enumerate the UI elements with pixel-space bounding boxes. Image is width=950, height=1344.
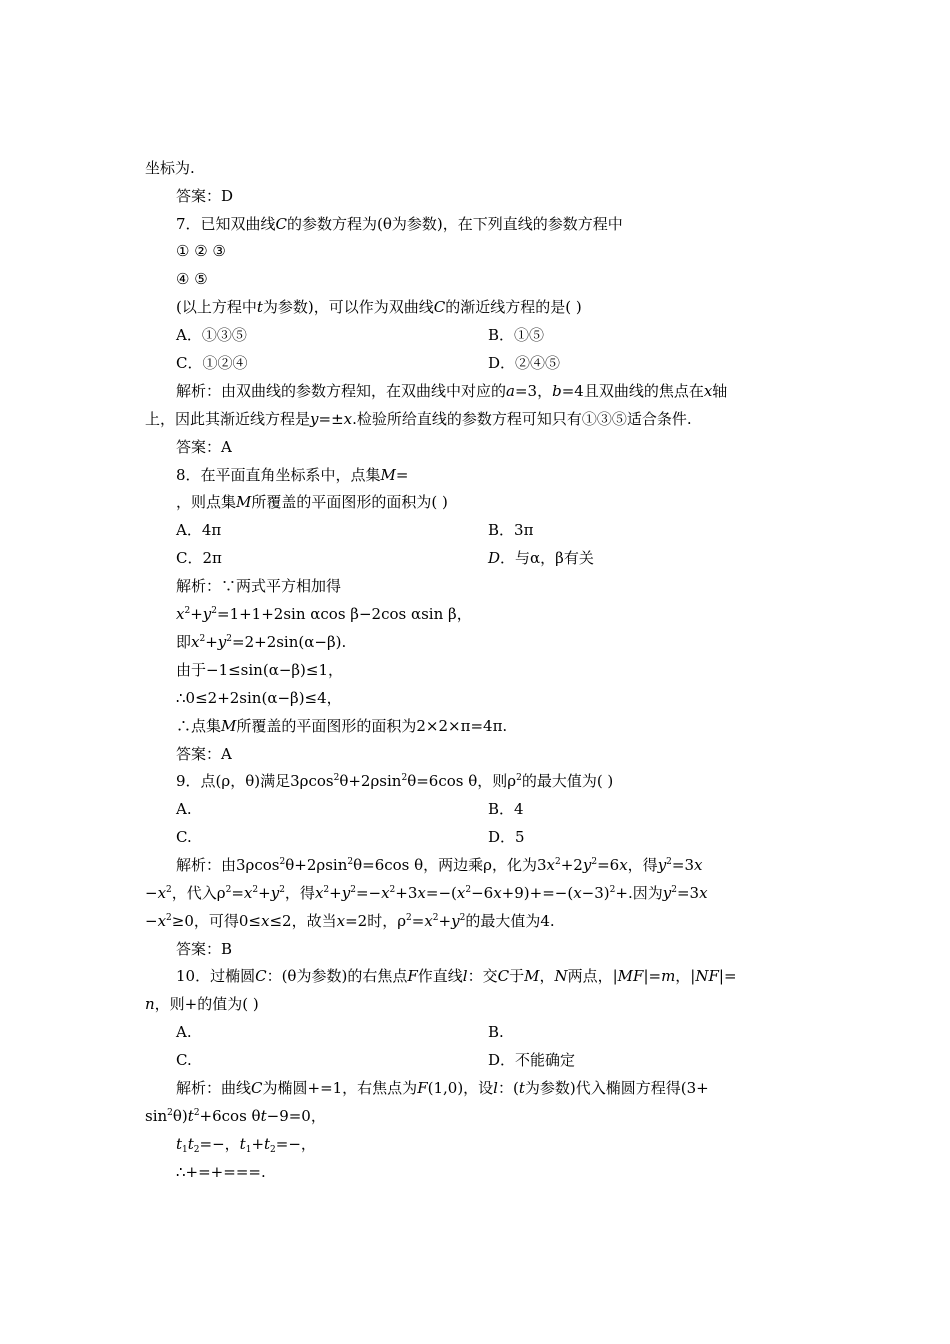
solution-line: $\sin^2\theta)t^2+6\cos$ θt−9=0， <box>145 1107 326 1125</box>
question-8-prompt: ，则点集M所覆盖的平面图形的面积为( ) <box>176 493 448 511</box>
formula-line: ∴+=+===. <box>176 1163 266 1181</box>
question-7-prompt: (以上方程中t为参数)，可以作为双曲线C的渐近线方程的是( ) <box>176 298 582 316</box>
solution-line: $-x^2\ge 0$，可得0≤x≤2，故当x=2时，$\rho^2=x^2+y^2$的最大值为4. <box>145 912 555 930</box>
choice-a: A．4π <box>176 521 222 539</box>
choice-c: C. <box>176 828 192 846</box>
choice-d: D．与α，β有关 <box>488 549 594 567</box>
choice-c: C．①②④ <box>176 354 248 372</box>
solution-line: 解析：曲线C为椭圆+=1，右焦点为F(1,0)，设l：(t为参数)代入椭圆方程得(3+ <box>176 1079 709 1097</box>
formula-line: ∴点集M所覆盖的平面图形的面积为2×2×π=4π. <box>176 717 508 735</box>
solution-line: $-x^2$，代入$\rho^2=x^2+y^2$，得$x^2+y^2=-x^2+3x=-(x^2-6x+9)+=-(x-3)^2+$.因为$y^2=3x$ <box>145 884 708 902</box>
solution-line: 上，因此其渐近线方程是y=±x.检验所给直线的参数方程可知只有①③⑤适合条件. <box>145 410 692 428</box>
choice-a: A. <box>176 800 192 818</box>
solution-line: 解析：由双曲线的参数方程知，在双曲线中对应的a=3，b=4且双曲线的焦点在x轴 <box>176 382 728 400</box>
answer-line: 答案：A <box>176 438 232 456</box>
formula-line: $x^2+y^2=1+1+2\sin$ αcos β−2cos αsin β， <box>176 605 472 623</box>
solution-line: 解析：由3ρcos$^2$θ+2ρsin$^2$θ=6cos θ，两边乘ρ，化为$3x^2+2y^2=6x$，得$y^2=3x$ <box>176 856 703 874</box>
formula-line: 即$x^2+y^2=2+2\sin(\alpha-\beta)$. <box>176 633 347 651</box>
question-7: 7．已知双曲线C的参数方程为(θ为参数)，在下列直线的参数方程中 <box>176 215 623 233</box>
choice-a: A. <box>176 1023 192 1041</box>
choice-b: B. <box>488 1023 504 1041</box>
question-9: 9．点(ρ，θ)满足3ρcos$^2$θ+2ρsin$^2$θ=6cos θ，则$\rho^2$的最大值为( ) <box>176 772 614 790</box>
choice-a: A．①③⑤ <box>176 326 247 344</box>
choice-b: B．3π <box>488 521 534 539</box>
option-markers-row-2: ④ ⑤ <box>176 270 208 288</box>
choice-c: C. <box>176 1051 192 1069</box>
solution-line: 解析：∵两式平方相加得 <box>176 577 342 595</box>
choice-c: C．2π <box>176 549 222 567</box>
choice-b: B．①⑤ <box>488 326 545 344</box>
choice-d: D．不能确定 <box>488 1051 576 1069</box>
choice-b: B．4 <box>488 800 524 818</box>
answer-line: 答案：B <box>176 940 233 958</box>
formula-line: $t_1t_2=-$，$t_1+t_2=-$， <box>176 1135 316 1155</box>
formula-line: ∴0≤2+2sin(α−β)≤4， <box>176 689 342 707</box>
choice-d: D．②④⑤ <box>488 354 561 372</box>
answer-line: 答案：D <box>176 187 234 205</box>
text-line: 坐标为. <box>145 159 195 177</box>
question-8: 8．在平面直角坐标系中，点集M= <box>176 466 409 484</box>
formula-line: 由于−1≤sin(α−β)≤1， <box>176 661 344 679</box>
choice-d: D．5 <box>488 828 525 846</box>
option-markers-row-1: ① ② ③ <box>176 242 226 260</box>
question-10: 10．过椭圆C：(θ为参数)的右焦点F作直线l：交C于M，N两点，|MF|=m，|NF|= <box>176 967 737 985</box>
answer-line: 答案：A <box>176 745 232 763</box>
question-10-prompt: n，则+的值为( ) <box>145 995 259 1013</box>
